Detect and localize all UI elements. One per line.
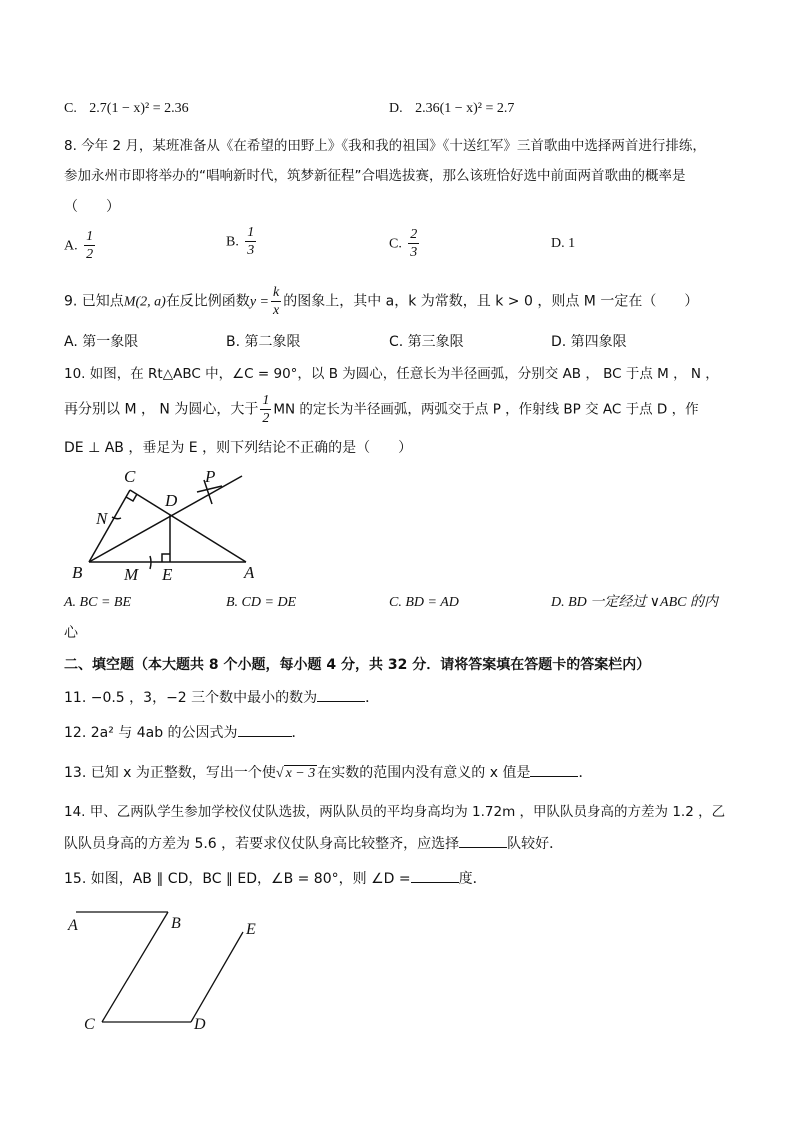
q8-option-a-fraction: $\frac{1}{2}$ (86, 229, 94, 262)
q8-option-b (226, 224, 258, 259)
q7-option-c-label: C. (64, 101, 77, 116)
q15-answer-blank[interactable] (411, 868, 459, 883)
q10-triangle-figure (64, 462, 254, 586)
label-a: A (68, 917, 78, 934)
q8-option-c-label: C. (389, 236, 402, 252)
label-c: C (124, 467, 136, 486)
q14-line-1: 14. 甲、乙两队学生参加学校仪仗队选拔，两队队员的平均身高均为 1.72m ，甲队队员身高的方差为 1.2 ，乙 (64, 804, 726, 820)
q8-option-a-label: A. (64, 238, 78, 254)
label-p: P (205, 467, 216, 486)
ray-bp (89, 476, 242, 562)
q7-option-d-text: 2.36(1 − x)² = 2.7 (415, 101, 515, 116)
q11: 11. −0.5 ，3，−2 三个数中最小的数为 ． (64, 687, 379, 708)
segment-de (191, 932, 243, 1022)
q9-option-c: C. 第三象限 (389, 334, 464, 350)
q9-option-d: D. 第四象限 (551, 334, 627, 350)
q10-option-a: A. BC = BE (64, 595, 131, 610)
label-c: C (84, 1016, 95, 1033)
q7-option-c (64, 98, 189, 119)
q10-option-d-continuation: 心 (64, 625, 78, 641)
q11-answer-blank[interactable] (317, 687, 365, 702)
q8-line-1: 8. 今年 2 月，某班准备从《在希望的田野上》《我和我的祖国》《十送红军》三首歌曲中选择两首进行排练， (64, 138, 706, 154)
label-e: E (162, 565, 173, 584)
right-angle-e (162, 554, 170, 562)
q8-line-3: （ ） (64, 199, 120, 215)
q7-option-d-label: D. (389, 101, 403, 116)
q8-option-b-fraction: $\frac{1}{3}$ (247, 225, 255, 258)
section-2-title: 二、填空题（本大题共 8 个小题，每小题 4 分，共 32 分．请将答案填在答题卡的答案栏内） (64, 657, 651, 673)
q10-line-2: 再分别以 M ， N 为圆心，大于 $\frac{1}{2}$ MN 的定长为半径画弧，两弧交于点 P ，作射线 BP 交 AC 于点 D ，作 (64, 393, 699, 426)
q10-option-b: B. CD = DE (226, 595, 297, 610)
q10-line-3: DE ⊥ AB ，垂足为 E ，则下列结论不正确的是（ ） (64, 440, 413, 456)
q8-option-b-label: B. (226, 234, 239, 250)
label-m: M (124, 565, 139, 584)
q8-option-c (389, 226, 421, 261)
q9-option-b: B. 第二象限 (226, 334, 301, 350)
q15: 15. 如图，AB ∥ CD，BC ∥ ED，∠B = 80°，则 ∠D = 度． (64, 868, 487, 889)
q14-answer-blank[interactable] (459, 833, 507, 848)
q9-function-fraction: $\frac{k}{x}$ (272, 285, 280, 318)
q12: 12. 2a² 与 4ab 的公因式为 ． (64, 722, 306, 743)
q7-option-d (389, 98, 514, 119)
segment-ca (130, 490, 246, 562)
q7-option-c-text: 2.7(1 − x)² = 2.36 (89, 101, 189, 116)
q14-line-2: 队队员身高的方差为 5.6 ，若要求仪仗队身高比较整齐，应选择 队较好． (64, 833, 563, 854)
q10-line-1: 10. 如图，在 Rt△ABC 中，∠C = 90°，以 B 为圆心，任意长为半径画弧，分别交 AB ， BC 于点 M ， N ， (64, 366, 719, 382)
label-d: D (194, 1016, 206, 1033)
label-n: N (96, 509, 108, 528)
label-b: B (72, 563, 83, 582)
q8-option-d: D. 1 (551, 236, 576, 251)
label-e: E (246, 921, 256, 938)
q10-fraction: $\frac{1}{2}$ (262, 393, 270, 426)
q8-line-2: 参加永州市即将举办的“唱响新时代，筑梦新征程”合唱选拔赛，那么该班恰好选中前面两首歌曲的概率是 (64, 168, 686, 184)
q13-sqrt-expression: √ x − 3 (275, 766, 316, 781)
q13: 13. 已知 x 为正整数，写出一个使√ x − 3 在实数的范围内没有意义的 x 值是 ． (64, 762, 592, 784)
q8-option-a (64, 228, 97, 263)
label-b: B (171, 915, 181, 932)
q10-option-c: C. BD = AD (389, 595, 459, 610)
segment-bc (102, 912, 168, 1022)
q8-option-c-fraction: $\frac{2}{3}$ (410, 227, 418, 260)
q9-stem: 9. 已知点M(2, a)在反比例函数y = $\frac{k}{x}$ 的图象上，其中 a，k 为常数，且 k > 0 ，则点 M 一定在（ ） (64, 285, 699, 318)
label-d: D (165, 491, 178, 510)
q15-parallel-lines-figure (64, 900, 274, 1040)
q9-point: M(2, a) (123, 294, 166, 310)
q9-option-a: A. 第一象限 (64, 334, 139, 350)
label-a: A (244, 563, 254, 582)
q10-option-d: D. BD 一定经过 ∨ABC 的内 (551, 595, 718, 610)
arc-n (112, 517, 121, 519)
q12-answer-blank[interactable] (238, 722, 292, 737)
q13-answer-blank[interactable] (530, 762, 578, 777)
